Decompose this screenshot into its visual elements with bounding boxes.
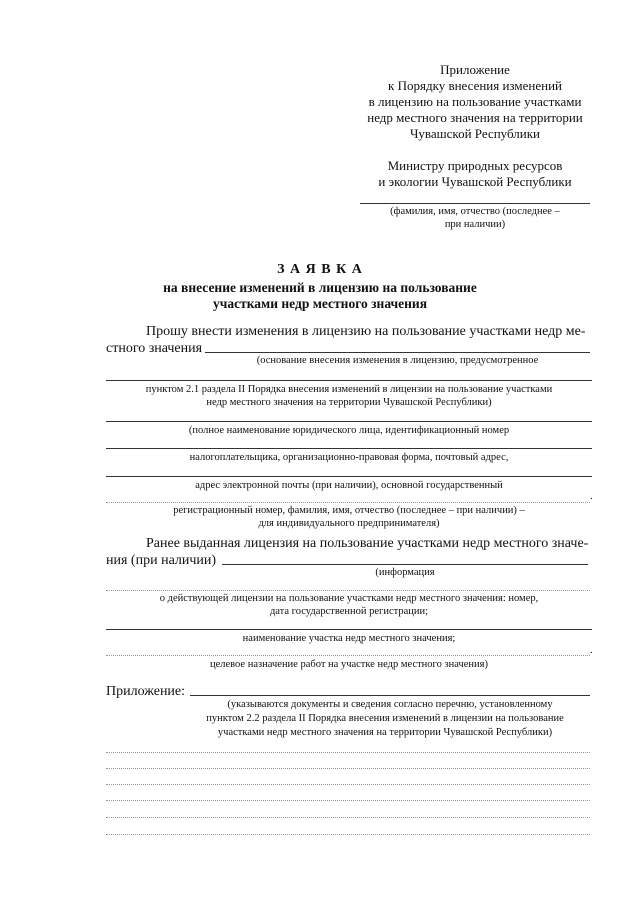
attachment-line[interactable] bbox=[106, 817, 590, 818]
document-subtitle: участками недр местного значения bbox=[212, 296, 428, 311]
appendix-line: Приложение bbox=[440, 62, 510, 77]
request-caption: адрес электронной почты (при наличии), основной государственный bbox=[195, 480, 503, 491]
appendix-header bbox=[350, 62, 600, 142]
appendix-line: недр местного значения на территории bbox=[367, 110, 583, 125]
request-caption: регистрационный номер, фамилия, имя, отчество (последнее – при наличии) – bbox=[173, 505, 525, 516]
recipient-caption: при наличии) bbox=[444, 219, 506, 230]
applicant-field[interactable] bbox=[106, 421, 592, 422]
request-caption: налогоплательщика, организационно-правовая форма, почтовый адрес, bbox=[189, 452, 509, 463]
recipient-block bbox=[340, 158, 610, 190]
previous-license-field[interactable] bbox=[222, 564, 588, 565]
applicant-field-4[interactable] bbox=[106, 502, 590, 503]
appendix-line: Чувашской Республики bbox=[409, 126, 541, 141]
previous-license-field-3[interactable] bbox=[106, 629, 592, 630]
attachment-caption: пунктом 2.2 раздела II Порядка внесения изменений в лицензии на пользование bbox=[206, 713, 564, 724]
attachment-caption: участками недр местного значения на территории Чувашской Республики) bbox=[217, 727, 553, 738]
attachment-line[interactable] bbox=[106, 834, 590, 835]
attachment-label: Приложение: bbox=[106, 684, 186, 699]
request-caption: (основание внесения изменения в лицензию, предусмотренное bbox=[256, 355, 539, 366]
request-caption: пунктом 2.1 раздела II Порядка внесения изменений в лицензии на пользование участками bbox=[145, 384, 553, 395]
document-subtitle: на внесение изменений в лицензию на пользование bbox=[163, 280, 477, 295]
recipient-line: и экологии Чувашской Республики bbox=[378, 174, 572, 189]
request-period: . bbox=[590, 491, 593, 502]
applicant-field-3[interactable] bbox=[106, 476, 592, 477]
attachment-line[interactable] bbox=[106, 752, 590, 753]
attachment-line[interactable] bbox=[106, 784, 590, 785]
appendix-line: в лицензию на пользование участками bbox=[368, 94, 582, 109]
previous-caption: дата государственной регистрации; bbox=[269, 606, 429, 617]
document-title: З А Я В К А bbox=[277, 262, 363, 277]
recipient-line: Министру природных ресурсов bbox=[387, 158, 563, 173]
request-text: Прошу внести изменения в лицензию на пользование участками недр ме- bbox=[146, 324, 586, 339]
previous-license-text: ния (при наличии) bbox=[106, 553, 217, 568]
request-text: стного значения bbox=[106, 341, 203, 356]
previous-caption: целевое назначение работ на участке недр местного значения) bbox=[209, 659, 488, 670]
attachment-field[interactable] bbox=[190, 695, 590, 696]
request-basis-field[interactable] bbox=[205, 352, 590, 353]
recipient-caption: (фамилия, имя, отчество (последнее – bbox=[390, 206, 560, 217]
request-caption: для индивидуального предпринимателя) bbox=[258, 518, 440, 529]
applicant-field-2[interactable] bbox=[106, 448, 592, 449]
attachment-caption: (указываются документы и сведения согласно перечню, установленному bbox=[227, 699, 553, 710]
previous-caption: о действующей лицензии на пользование участками недр местного значения: номер, bbox=[159, 593, 539, 604]
previous-caption: наименование участка недр местного значения; bbox=[242, 633, 456, 644]
recipient-name-field[interactable] bbox=[360, 203, 590, 204]
attachment-line[interactable] bbox=[106, 768, 590, 769]
previous-license-text: Ранее выданная лицензия на пользование участками недр местного значе- bbox=[146, 536, 589, 551]
appendix-line: к Порядку внесения изменений bbox=[388, 78, 562, 93]
previous-license-field-2[interactable] bbox=[106, 590, 590, 591]
request-basis-field-2[interactable] bbox=[106, 380, 592, 381]
previous-caption: (информация bbox=[375, 567, 435, 578]
request-caption: недр местного значения на территории Чувашской Республики) bbox=[206, 397, 492, 408]
previous-period: . bbox=[590, 645, 593, 656]
request-caption: (полное наименование юридического лица, идентификационный номер bbox=[188, 425, 510, 436]
previous-license-field-4[interactable] bbox=[106, 655, 590, 656]
attachment-line[interactable] bbox=[106, 800, 590, 801]
